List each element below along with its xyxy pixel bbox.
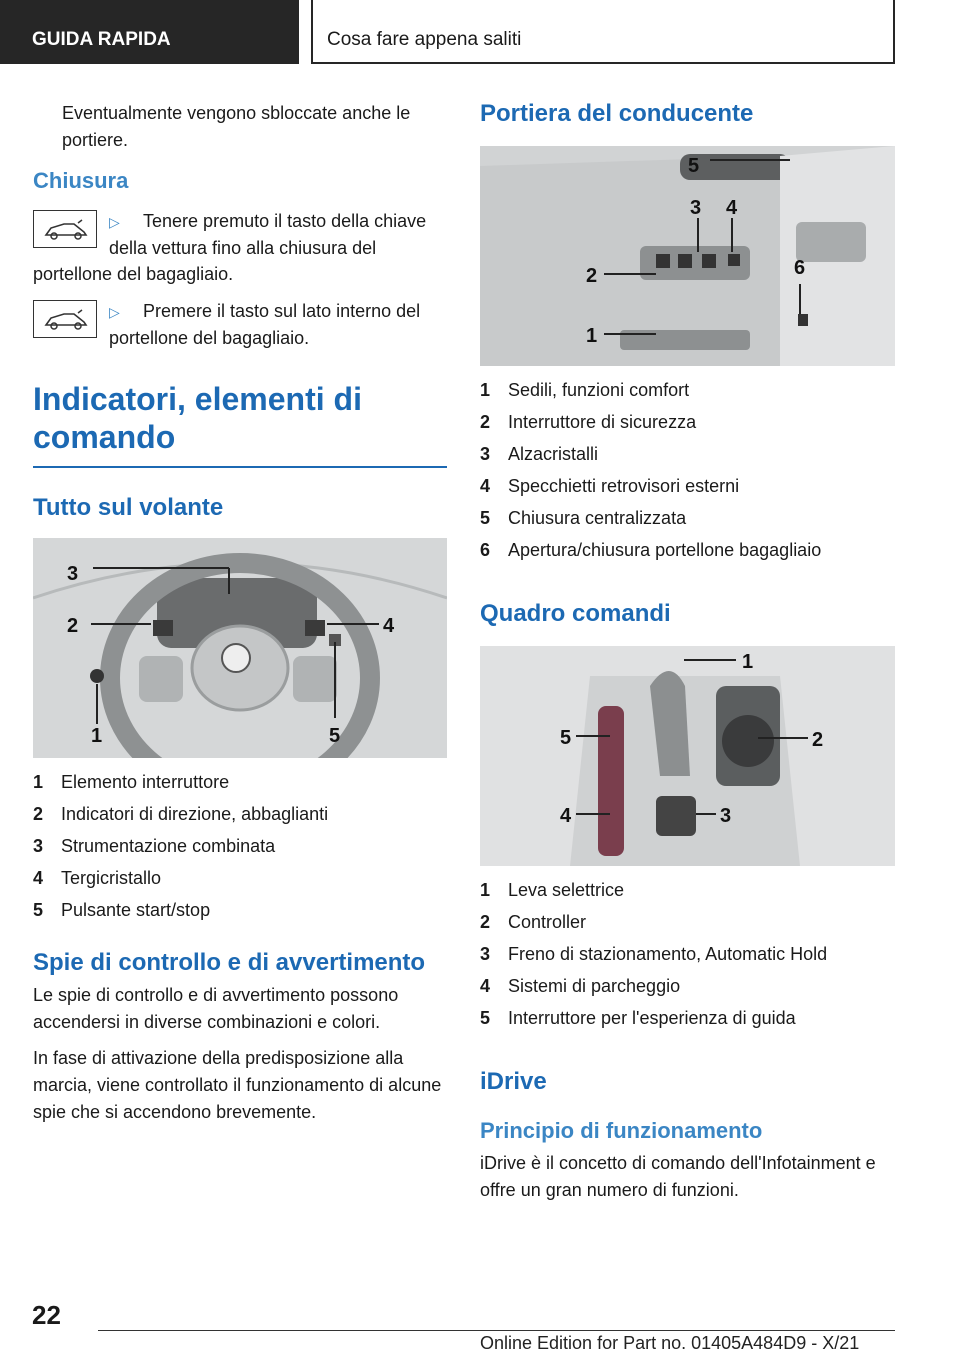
list-item: 2 Indicatori di direzione, abbaglianti (33, 804, 329, 824)
idrive-heading: iDrive (480, 1068, 547, 1095)
svg-text:6: 6 (794, 257, 806, 279)
list-item: 4 Specchietti retrovisori esterni (480, 476, 740, 496)
driver-door-illustration (480, 146, 895, 366)
triangle-bullet-icon: ▷ (109, 214, 120, 230)
svg-text:5: 5 (329, 725, 341, 747)
svg-text:2: 2 (812, 729, 824, 751)
svg-text:2: 2 (67, 615, 79, 637)
svg-text:3: 3 (690, 197, 702, 219)
svg-text:3: 3 (720, 805, 732, 827)
spie-paragraph-2: In fase di attivazione della predisposizione alla marcia, viene controllato il funzionamento di alcune spie che si accendono brevemente. (33, 1048, 442, 1122)
chiusura-step-1 (33, 208, 447, 288)
list-item: 5 Interruttore per l'esperienza di guida (480, 1008, 796, 1028)
volante-heading: Tutto sul volante (33, 494, 224, 521)
chapter-title: Indicatori, elementi di comando (33, 381, 362, 455)
svg-text:2: 2 (586, 265, 598, 287)
spie-paragraph-1: Le spie di controllo e di avvertimento possono accendersi in diverse combinazioni e colori. (33, 985, 399, 1032)
chiusura-step-1-text: Tenere premuto il tasto della chiave della vettura fino alla chiusura del portellone del bagagliaio. (33, 211, 427, 284)
quadro-legend (480, 874, 895, 1034)
portiera-legend (480, 374, 895, 566)
portiera-heading: Portiera del conducente (480, 100, 754, 127)
right-column (480, 100, 895, 1213)
footer-edition-text: Online Edition for Part no. 01405A484D9 - X/21 (480, 1333, 860, 1353)
footer-divider (98, 1330, 895, 1331)
svg-text:4: 4 (383, 615, 395, 637)
list-item: 6 Apertura/chiusura portellone bagagliaio (480, 540, 822, 560)
spie-heading: Spie di controllo e di avvertimento (33, 949, 426, 976)
list-item: 2 Interruttore di sicurezza (480, 412, 697, 432)
car-trunk-key-icon (33, 300, 97, 338)
left-column (33, 100, 447, 1135)
list-item: 3 Strumentazione combinata (33, 836, 276, 856)
svg-text:3: 3 (67, 563, 79, 585)
steering-wheel-illustration (33, 538, 447, 758)
svg-text:5: 5 (688, 155, 700, 177)
list-item: 2 Controller (480, 912, 587, 932)
list-item: 1 Leva selettrice (480, 880, 625, 900)
list-item: 4 Sistemi di parcheggio (480, 976, 681, 996)
list-item: 1 Sedili, funzioni comfort (480, 380, 690, 400)
svg-text:1: 1 (742, 651, 754, 673)
header-page-title: Cosa fare appena saliti (311, 0, 895, 64)
svg-text:1: 1 (586, 325, 598, 347)
chapter-divider (33, 466, 447, 468)
intro-paragraph: Eventualmente vengono sbloccate anche le portiere. (62, 103, 411, 150)
idrive-subheading: Principio di funzionamento (480, 1118, 763, 1143)
chiusura-heading: Chiusura (33, 168, 129, 193)
chiusura-step-2 (33, 298, 447, 354)
page-number: 22 (32, 1300, 61, 1330)
triangle-bullet-icon: ▷ (109, 304, 120, 320)
idrive-paragraph: iDrive è il concetto di comando dell'Infotainment e offre un gran numero di funzioni. (480, 1153, 876, 1200)
svg-text:4: 4 (560, 805, 572, 827)
quadro-heading: Quadro comandi (480, 600, 671, 627)
car-trunk-key-icon (33, 210, 97, 248)
list-item: 3 Freno di stazionamento, Automatic Hold (480, 944, 828, 964)
center-console-illustration (480, 646, 895, 866)
svg-text:4: 4 (726, 197, 738, 219)
chiusura-step-2-text: Premere il tasto sul lato interno del portellone del bagagliaio. (109, 301, 421, 348)
header-section-label: GUIDA RAPIDA (0, 0, 299, 64)
list-item: 3 Alzacristalli (480, 444, 599, 464)
svg-text:1: 1 (91, 725, 103, 747)
volante-legend (33, 766, 447, 926)
list-item: 1 Elemento interruttore (33, 772, 230, 792)
svg-text:5: 5 (560, 727, 572, 749)
list-item: 4 Tergicristallo (33, 868, 162, 888)
list-item: 5 Pulsante start/stop (33, 900, 211, 920)
list-item: 5 Chiusura centralizzata (480, 508, 687, 528)
